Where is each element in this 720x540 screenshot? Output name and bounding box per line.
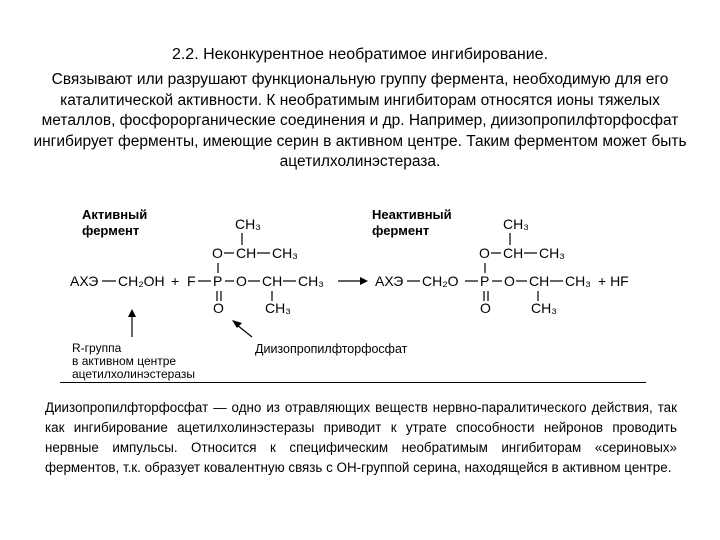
right-o-upper: O: [479, 245, 490, 261]
right-p: P: [480, 273, 490, 289]
left-p: P: [213, 273, 223, 289]
right-ch3-upper-right: CH₃: [539, 245, 565, 261]
left-ch2oh: CH₂OH: [118, 273, 165, 289]
right-ch2o: CH₂O: [422, 273, 459, 289]
right-o-lower: O: [480, 300, 491, 316]
left-axe: АХЭ: [70, 273, 99, 289]
left-ch3-upper-right: CH₃: [272, 245, 298, 261]
left-ch-main: CH: [262, 273, 283, 289]
dfp-label: Диизопропилфторфосфат: [255, 342, 408, 356]
intro-text: Связывают или разрушают функциональную группу фермента, необходимую для его каталитической активности. К необратимым ингибиторам относятся ионы тяжелых металлов, фосфорорганические соединения и др. Например, диизопропилфторфосфат ингибирует ферменты, имеющие серин в активном центре. Таким ферментом может быть ацетилхолинэстераза.: [33, 71, 687, 170]
right-top-ch3: CH₃: [503, 216, 529, 232]
r-group-label-line1: R-группа: [72, 341, 122, 355]
reaction-figure: [60, 207, 646, 383]
active-enzyme-label-line2: фермент: [82, 223, 140, 238]
left-f: F: [187, 273, 196, 289]
right-ch-upper: CH: [503, 245, 524, 261]
left-top-ch3: CH₃: [235, 216, 261, 232]
r-group-label-line2: в активном центре: [72, 354, 177, 368]
left-plus: +: [171, 273, 180, 289]
right-ch3-lower: CH₃: [531, 300, 557, 316]
inactive-enzyme-label-line2: фермент: [372, 223, 430, 238]
r-group-label-line3: ацетилхолинэстеразы: [72, 367, 195, 381]
slide-title: 2.2. Неконкурентное необратимое ингибирование.: [171, 46, 549, 63]
inactive-enzyme-label-line1: Неактивный: [372, 207, 452, 222]
right-o-main: O: [504, 273, 515, 289]
left-o-main: O: [236, 273, 247, 289]
right-ch3-main: CH₃: [565, 273, 591, 289]
left-ch-upper: CH: [236, 245, 257, 261]
left-o-upper: O: [212, 245, 223, 261]
reaction-diagram: [60, 207, 646, 382]
right-ch-main: CH: [529, 273, 550, 289]
body-paragraph: Диизопропилфторфосфат — одно из отравляющих веществ нервно-паралитического действия, так как ингибирование ацетилхолинэстеразы приводит к утрате способности нейронов проводить нервные импульсы. Относится к специфическим необратимым ингибиторам «сериновых» ферментов, т.к. образует ковалентную связь с ОН-группой серина, находящейся в активном центре.: [45, 400, 677, 475]
left-ch3-lower: CH₃: [265, 300, 291, 316]
left-o-lower: O: [213, 300, 224, 316]
right-hf: + HF: [598, 273, 629, 289]
left-ch3-main: CH₃: [298, 273, 324, 289]
active-enzyme-label-line1: Активный: [82, 207, 148, 222]
right-axe: АХЭ: [375, 273, 404, 289]
